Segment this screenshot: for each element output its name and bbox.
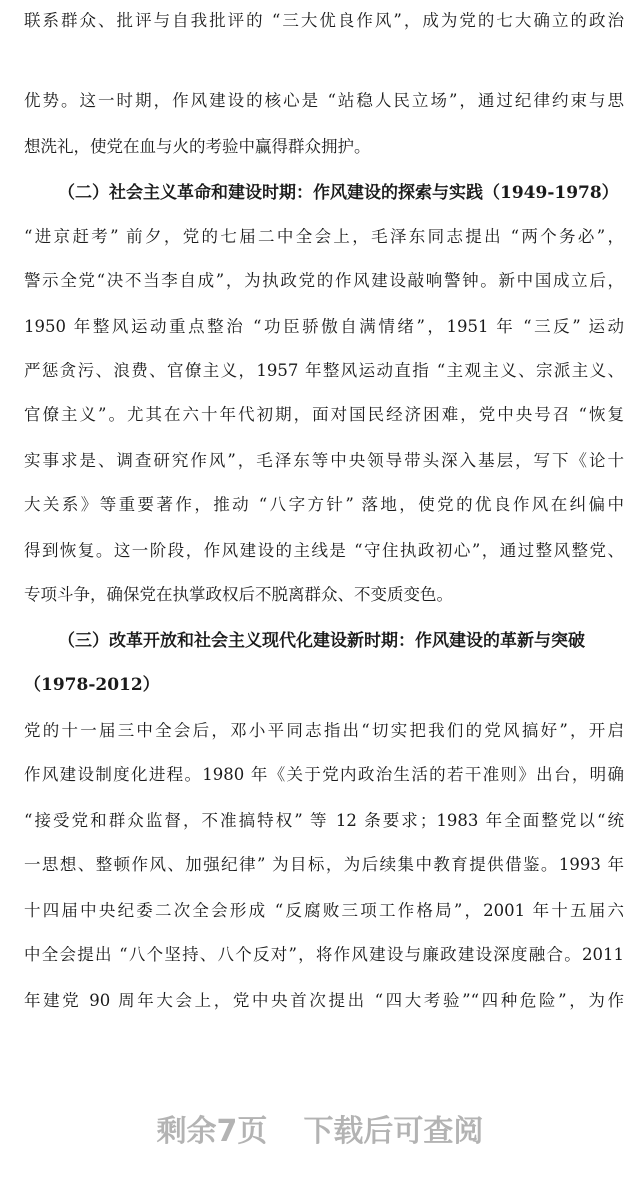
body-text-line: 党的十一届三中全会后，邓小平同志指出“切实把我们的党风搞好”，开启 bbox=[24, 721, 624, 740]
body-text-line: 想洗礼，使党在血与火的考验中赢得群众拥护。 bbox=[24, 137, 371, 156]
body-text-line: 实事求是、调查研究作风”，毛泽东等中央领导带头深入基层，写下《论十 bbox=[24, 451, 624, 470]
body-text-line: 一思想、整顿作风、加强纪律” 为目标，为后续集中教育提供借鉴。1993 年 bbox=[24, 855, 624, 874]
body-text-line: 作风建设制度化进程。1980 年《关于党内政治生活的若干准则》出台，明确 bbox=[24, 765, 624, 784]
body-text-line: 中全会提出 “八个坚持、八个反对”，将作风建设与廉政建设深度融合。2011 bbox=[24, 945, 624, 964]
download-hint-label: 下载后可查阅 bbox=[303, 1114, 484, 1149]
body-text-line: 优势。这一时期，作风建设的核心是 “站稳人民立场”，通过纪律约束与思 bbox=[24, 91, 624, 110]
body-text-line: “进京赶考” 前夕，党的七届二中全会上，毛泽东同志提出 “两个务必”， bbox=[24, 227, 624, 246]
body-text-line: 警示全党“决不当李自成”，为执政党的作风建设敲响警钟。新中国成立后， bbox=[24, 271, 624, 290]
section-heading: （二）社会主义革命和建设时期：作风建设的探索与实践（1949-1978） bbox=[58, 183, 619, 203]
body-text-line: 专项斗争，确保党在执掌政权后不脱离群众、不变质变色。 bbox=[24, 585, 453, 604]
body-text-line: 1950 年整风运动重点整治 “功臣骄傲自满情绪”，1951 年 “三反” 运动 bbox=[24, 317, 624, 336]
body-text-line: 大关系》等重要著作，推动 “八字方针” 落地，使党的优良作风在纠偏中 bbox=[24, 495, 624, 514]
body-text-line: 十四届中央纪委二次全会形成 “反腐败三项工作格局”，2001 年十五届六 bbox=[24, 901, 624, 920]
body-text-line: 年建党 90 周年大会上，党中央首次提出 “四大考验”“四种危险”，为作 bbox=[24, 991, 624, 1010]
body-text-line: 严惩贪污、浪费、官僚主义，1957 年整风运动直指 “主观主义、宗派主义、 bbox=[24, 361, 624, 380]
remaining-pages-label: 剩余7页 bbox=[156, 1114, 268, 1149]
section-heading-continued: （1978-2012） bbox=[24, 675, 160, 695]
body-text-line: 联系群众、批评与自我批评的 “三大优良作风”，成为党的七大确立的政治 bbox=[24, 11, 624, 30]
remaining-pages-notice[interactable] bbox=[0, 1112, 640, 1152]
body-text-line: 官僚主义”。尤其在六十年代初期，面对国民经济困难，党中央号召 “恢复 bbox=[24, 405, 624, 424]
body-text-line: 得到恢复。这一阶段，作风建设的主线是 “守住执政初心”，通过整风整党、 bbox=[24, 541, 624, 560]
section-heading: （三）改革开放和社会主义现代化建设新时期：作风建设的革新与突破 bbox=[58, 631, 585, 651]
body-text-line: “接受党和群众监督，不准搞特权” 等 12 条要求；1983 年全面整党以“统 bbox=[24, 811, 624, 830]
